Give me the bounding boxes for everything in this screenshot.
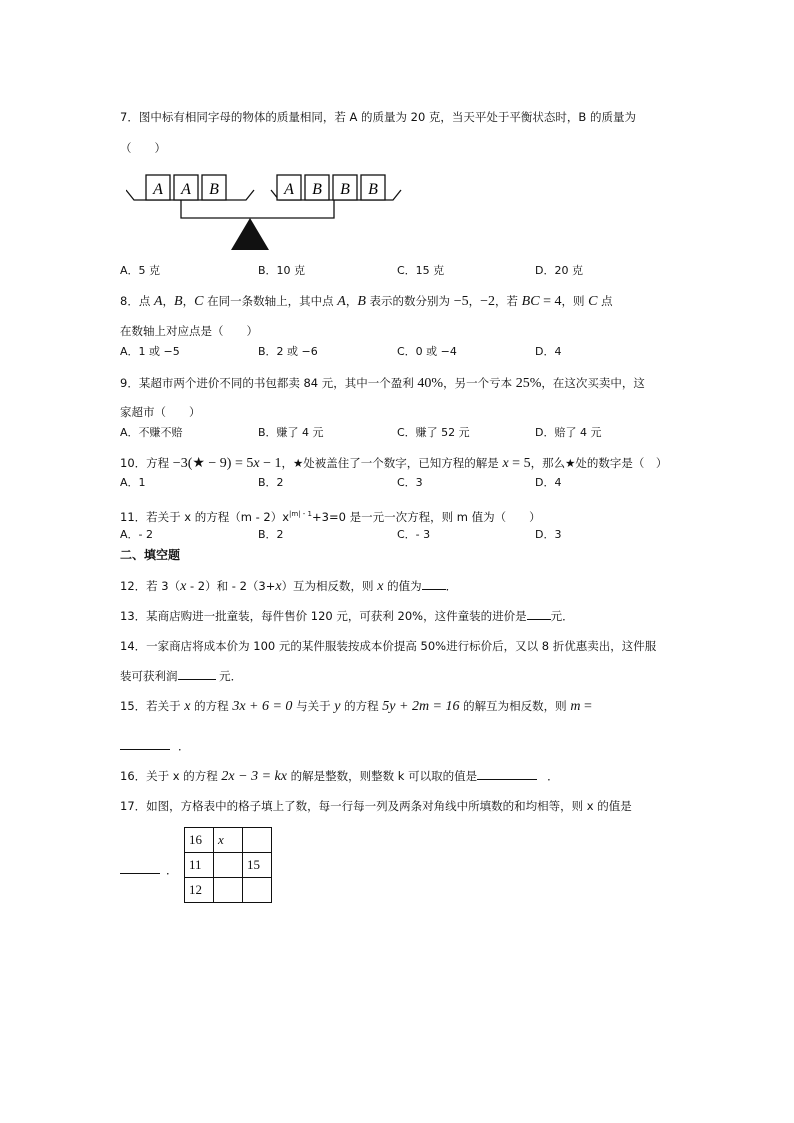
q8-option-d: D．4 [535, 345, 562, 358]
grid-row [185, 878, 272, 903]
q8-line1: 8．点 A，B，C 在同一条数轴上，其中点 A，B 表示的数分别为 −5，−2，若 BC = 4，则 C 点 [120, 294, 613, 309]
q14-line1: 14．一家商店将成本价为 100 元的某件服装按成本价提高 50%进行标价后，又以 8 折优惠卖出，这件服 [120, 639, 657, 653]
q9-line1: 9．某超市两个进价不同的书包都卖 84 元，其中一个盈利 40%，另一个亏本 25%，在这次买卖中，这 [120, 376, 645, 391]
magic-square-grid [184, 827, 272, 903]
q9-line2: 家超市（ ） [120, 405, 201, 419]
q12-line: 12．若 3（x - 2）和 - 2（3+x）互为相反数，则 x 的值为 ． [120, 579, 458, 594]
q13-answer-blank [527, 609, 551, 620]
grid-cell [243, 878, 272, 903]
grid-row [185, 828, 272, 853]
q14-answer-blank [178, 669, 216, 680]
q9-option-d: D．赔了 4 元 [535, 426, 602, 439]
q8-line2: 在数轴上对应点是（ ） [120, 324, 258, 338]
q8-option-c: C．0 或 −4 [397, 345, 457, 358]
grid-cell: 12 [185, 878, 214, 903]
q15-line2: ． [120, 738, 190, 754]
grid-cell: x [214, 828, 243, 853]
q17-answer-line: ． [120, 862, 178, 878]
grid-cell: 15 [243, 853, 272, 878]
q7-option-d: D．20 克 [535, 264, 583, 277]
left-pan-block-label: A [181, 181, 191, 198]
grid-cell: 16 [185, 828, 214, 853]
q13-line: 13．某商店购进一批童装，每件售价 120 元，可获利 20%，这件童装的进价是 元． [120, 609, 574, 623]
q10-line: 10．方程 −3(★ − 9) = 5x − 1，★处被盖住了一个数字，已知方程的解是 x = 5，那么★处的数字是（ ） [120, 456, 668, 471]
left-pan-block-label: B [209, 181, 219, 198]
q11-option-a: A．- 2 [120, 528, 153, 541]
q9-option-c: C．赚了 52 元 [397, 426, 470, 439]
right-pan-block-label: B [340, 181, 350, 198]
q17-line1: 17．如图，方格表中的格子填上了数，每一行每一列及两条对角线中所填数的和均相等，则 x 的值是 [120, 799, 632, 813]
q11-option-b: B．2 [258, 528, 284, 541]
q17-answer-blank [120, 863, 160, 874]
q10-option-a: A．1 [120, 476, 146, 489]
right-pan-block-label: B [312, 181, 322, 198]
q11-option-d: D．3 [535, 528, 562, 541]
q9-option-b: B．赚了 4 元 [258, 426, 324, 439]
q14-line2: 装可获利润 元． [120, 669, 243, 683]
q7-paren: （ ） [120, 141, 166, 155]
q10-option-c: C．3 [397, 476, 423, 489]
q12-answer-blank [422, 579, 446, 590]
right-pan-block-label: B [368, 181, 378, 198]
q15-line: 15．若关于 x 的方程 3x + 6 = 0 与关于 y 的方程 5y + 2m = 16 的解互为相反数，则 m = [120, 699, 592, 714]
q11-option-c: C．- 3 [397, 528, 431, 541]
q16-answer-blank [477, 769, 537, 780]
grid-cell [214, 853, 243, 878]
section-heading: 二、填空题 [120, 548, 181, 562]
fulcrum-triangle [231, 218, 269, 250]
grid-cell: 11 [185, 853, 214, 878]
q10-option-b: B．2 [258, 476, 284, 489]
q8-option-b: B．2 或 −6 [258, 345, 318, 358]
q10-option-d: D．4 [535, 476, 562, 489]
left-pan-block-label: A [153, 181, 163, 198]
q7-stem: 7．图中标有相同字母的物体的质量相同，若 A 的质量为 20 克，当天平处于平衡状态时，B 的质量为 [120, 110, 636, 124]
grid-cell [214, 878, 243, 903]
q8-option-a: A．1 或 −5 [120, 345, 180, 358]
q11-line: 11．若关于 x 的方程$(m - 2)x^{|m| - 1}+3=0$ 是一元一次方程，则 m 值为（ ） [120, 509, 541, 524]
q15-answer-blank [120, 739, 170, 750]
q16-line: 16．关于 x 的方程 2x − 3 = kx 的解是整数，则整数 k 可以取的值是 ． [120, 769, 559, 784]
q7-option-a: A．5 克 [120, 264, 161, 277]
grid-cell [243, 828, 272, 853]
q7-option-c: C．15 克 [397, 264, 445, 277]
right-pan-block-label: A [284, 181, 294, 198]
q9-option-a: A．不赚不赔 [120, 426, 183, 439]
q7-option-b: B．10 克 [258, 264, 306, 277]
grid-row [185, 853, 272, 878]
balance-scale-figure [126, 170, 406, 254]
